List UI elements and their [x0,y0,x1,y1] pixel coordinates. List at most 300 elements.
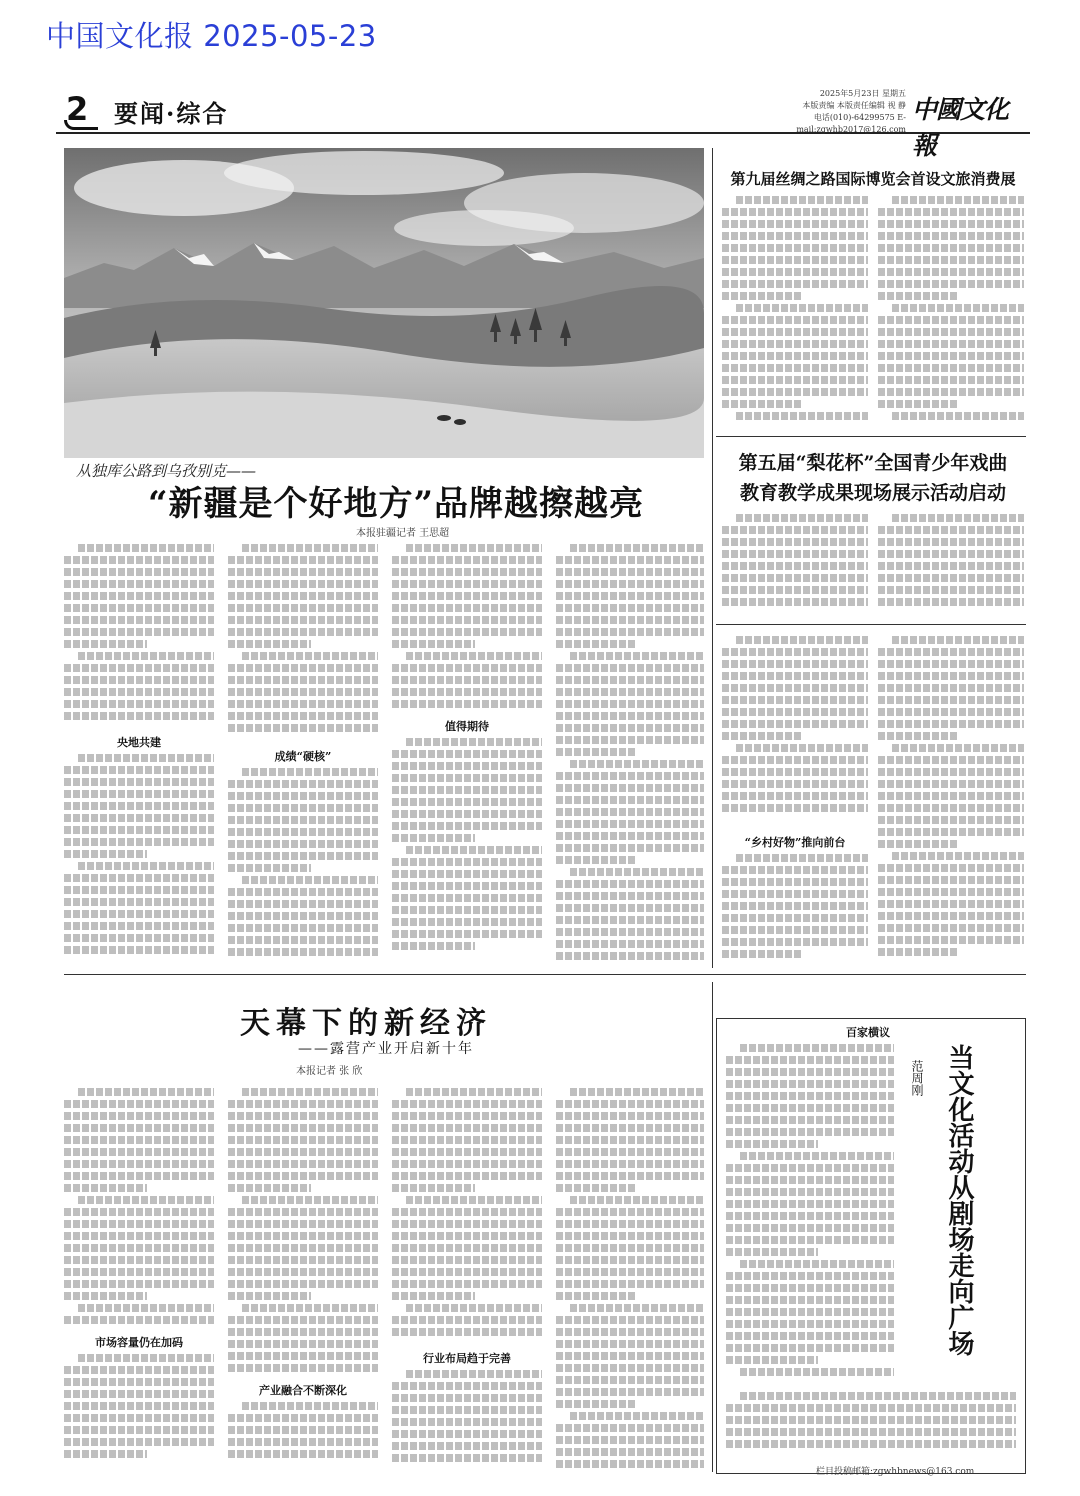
right-top-body-1 [722,196,868,426]
text-line [64,850,147,858]
text-line [64,898,214,906]
text-line [392,1268,542,1276]
text-line [392,930,542,938]
text-line [878,256,1024,264]
newspaper-page [56,82,1030,1482]
text-line [878,526,1024,534]
text-line [736,744,868,752]
text-line [570,544,704,552]
text-line [736,412,868,420]
text-line [64,874,214,882]
text-line [878,244,1024,252]
text-line [556,916,704,924]
text-line [228,804,378,812]
right-middle-title-line-2: 教育教学成果现场展示活动启动 [739,482,1006,504]
text-line [878,768,1024,776]
page-divider [64,974,1026,975]
text-line [722,256,868,264]
text-line [722,220,868,228]
text-line [726,1272,894,1280]
text-line [726,1236,894,1244]
text-line [892,196,1024,204]
header-date: 2025年5月23日 星期五 [819,89,906,98]
text-line [722,732,802,740]
text-line [726,1428,1016,1436]
text-line [736,304,868,312]
text-line [64,1450,147,1458]
text-line [392,870,542,878]
text-line [242,876,378,884]
text-line [242,652,378,660]
text-line [722,316,868,324]
text-line [78,1304,214,1312]
text-line [878,828,1024,836]
text-line [64,1366,214,1374]
text-line [392,894,542,902]
text-line [64,1402,214,1410]
feature-body-col-1b [64,1354,214,1472]
text-line [878,232,1024,240]
text-line [392,906,542,914]
text-line [556,772,704,780]
text-line [722,660,868,668]
text-line [878,792,1024,800]
text-line [228,676,378,684]
text-line [556,1364,704,1372]
text-line [878,352,1024,360]
text-line [64,1414,214,1422]
text-line [78,1354,214,1362]
text-line [722,562,868,570]
text-line [242,1304,378,1312]
text-line [64,1172,214,1180]
text-line [228,1352,378,1360]
page-number-ornament [64,120,98,130]
text-line [556,1328,704,1336]
text-line [722,756,868,764]
text-line [726,1176,894,1184]
text-line [392,1124,542,1132]
text-line [406,1304,542,1312]
text-line [722,708,868,716]
text-line [726,1404,1016,1412]
text-line [726,1164,894,1172]
text-line [392,1172,542,1180]
text-line [556,628,704,636]
text-line [740,1152,894,1160]
text-line [878,316,1024,324]
text-line [726,1200,894,1208]
text-line [570,1304,704,1312]
text-line [556,568,704,576]
text-line [722,268,868,276]
text-line [64,676,214,684]
text-line [392,604,542,612]
text-line [228,1256,378,1264]
text-line [878,804,1024,812]
text-line [878,948,958,956]
lead-body-col-3b [392,738,542,964]
text-line [556,748,637,756]
text-line [878,400,958,408]
text-line [228,948,378,956]
text-line [392,1100,542,1108]
text-line [392,1184,475,1192]
text-line [242,768,378,776]
text-line [726,1356,818,1364]
text-line [392,1244,542,1252]
text-line [556,700,704,708]
text-line [64,1390,214,1398]
text-line [228,852,378,860]
text-line [64,1136,214,1144]
text-line [556,1232,704,1240]
text-line [64,640,147,648]
text-line [892,636,1024,644]
text-line [726,1092,894,1100]
text-line [722,586,868,594]
text-line [392,592,542,600]
text-line [64,1292,147,1300]
text-line [740,1044,894,1052]
column-author: 范周刚 [910,1060,924,1096]
text-line [64,1112,214,1120]
text-line [392,1442,542,1450]
text-line [722,866,868,874]
text-line [722,684,868,692]
text-line [726,1344,894,1352]
column-divider [712,148,713,968]
text-line [878,936,1024,944]
text-line [556,1172,704,1180]
column-title: 当文化活动从剧场走向广场 [944,1044,974,1356]
text-line [892,304,1024,312]
right-middle-body-2 [878,514,1024,614]
text-line [556,1400,637,1408]
text-line [392,1256,542,1264]
lead-body-col-3 [392,544,542,712]
text-line [726,1116,894,1124]
text-line [64,1378,214,1386]
text-line [556,1124,704,1132]
text-line [392,750,542,758]
text-line [392,640,475,648]
text-line [722,878,868,886]
text-line [722,792,868,800]
right-middle-body-5 [878,636,1024,964]
text-line [878,864,1024,872]
right-middle-body-1 [722,514,868,614]
text-line [722,526,868,534]
text-line [726,1284,894,1292]
text-line [392,1454,542,1462]
text-line [64,922,214,930]
text-line [556,904,704,912]
text-line [392,1148,542,1156]
right-middle-subhead: “乡村好物”推向前台 [744,836,846,849]
text-line [64,568,214,576]
text-line [878,708,1024,716]
text-line [392,810,542,818]
text-line [722,232,868,240]
text-line [570,1412,704,1420]
text-line [392,1394,542,1402]
text-line [78,754,214,762]
text-line [64,592,214,600]
lead-subhead-1: 央地共建 [117,736,161,749]
text-line [722,648,868,656]
text-line [64,1184,147,1192]
text-line [392,918,542,926]
column-tag: 百家横议 [846,1026,890,1039]
text-line [392,942,475,950]
text-line [726,1128,894,1136]
text-line [64,1426,214,1434]
text-line [406,846,542,854]
text-line [726,1104,894,1112]
text-line [78,1088,214,1096]
text-line [242,1196,378,1204]
text-line [392,1328,542,1336]
text-line [228,1438,378,1446]
column-body-1 [726,1044,894,1384]
text-line [556,1376,704,1384]
text-line [726,1224,894,1232]
text-line [392,688,542,696]
text-line [570,1196,704,1204]
text-line [64,766,214,774]
text-line [392,1208,542,1216]
text-line [726,1248,818,1256]
lead-headline: “新疆是个好地方”品牌越擦越亮 [147,484,645,524]
text-line [392,1232,542,1240]
text-line [878,574,1024,582]
right-top-title: 第九届丝绸之路国际博览会首设文旅消费展 [730,170,1016,188]
text-line [228,1148,378,1156]
text-line [878,696,1024,704]
text-line [64,1316,214,1324]
text-line [556,604,704,612]
text-line [64,790,214,798]
feature-subhead-1: 市场容量仍在加码 [95,1336,183,1349]
text-line [878,732,958,740]
text-line [228,912,378,920]
lead-body-col-1 [64,544,214,730]
text-line [392,882,542,890]
text-line [556,1220,704,1228]
text-line [64,1438,214,1446]
text-line [228,616,378,624]
text-line [228,900,378,908]
column-email: 栏目投稿邮箱:zgwhbnews@163.com [816,1467,975,1477]
text-line [64,1124,214,1132]
text-line [406,544,542,552]
text-line [878,388,1024,396]
right-top-body-2 [878,196,1024,426]
text-line [892,412,1024,420]
text-line [878,756,1024,764]
text-line [228,1340,378,1348]
text-line [722,400,802,408]
text-line [722,598,868,606]
text-line [878,840,958,848]
text-line [228,924,378,932]
text-line [722,914,868,922]
text-line [878,340,1024,348]
text-line [892,514,1024,522]
text-line [228,1124,378,1132]
text-line [556,940,704,948]
text-line [228,628,378,636]
text-line [64,1160,214,1168]
text-line [228,592,378,600]
text-line [392,1280,542,1288]
text-line [556,1208,704,1216]
text-line [392,1136,542,1144]
text-line [736,854,868,862]
text-line [878,648,1024,656]
text-line [64,802,214,810]
right-middle-title-line-1: 第五届“梨花杯”全国青少年戏曲 [738,452,1008,474]
text-line [392,834,475,842]
text-line [556,1352,704,1360]
newspaper-logo: 中國文化報 [912,95,1009,160]
text-line [64,664,214,672]
text-line [892,852,1024,860]
text-line [228,1414,378,1422]
text-line [878,816,1024,824]
text-line [392,1160,542,1168]
text-line [228,1292,311,1300]
text-line [556,1316,704,1324]
text-line [726,1320,894,1328]
section-name: 要闻·综合 [114,99,229,128]
text-line [406,1370,542,1378]
text-line [228,864,311,872]
text-line [228,712,378,720]
header-contact: 电话(010)-64299575 E-mail:zgwhb2017@126.com [796,113,906,134]
text-line [228,1112,378,1120]
text-line [556,880,704,888]
text-line [64,946,214,954]
text-line [722,364,868,372]
text-line [64,1100,214,1108]
text-line [722,720,868,728]
text-line [722,388,868,396]
text-line [722,244,868,252]
text-line [228,604,378,612]
text-line [228,1280,378,1288]
caption-text: 中国文化报 2025-05-23 [46,19,377,53]
right-middle-body-3 [722,636,868,826]
text-line [392,1418,542,1426]
text-line [64,886,214,894]
lead-subhead-3: 值得期待 [445,720,489,733]
text-line [392,1316,542,1324]
text-line [556,832,704,840]
text-line [736,636,868,644]
text-line [570,1088,704,1096]
text-line [556,952,704,960]
text-line [878,876,1024,884]
text-line [228,1208,378,1216]
text-line [406,738,542,746]
text-line [64,814,214,822]
landscape-illustration [64,148,704,458]
text-line [228,568,378,576]
text-line [570,760,704,768]
text-line [228,1136,378,1144]
text-line [64,934,214,942]
text-line [392,1430,542,1438]
text-line [878,562,1024,570]
text-line [722,902,868,910]
text-line [228,640,311,648]
text-line [78,1196,214,1204]
text-line [64,826,214,834]
text-line [228,1450,378,1458]
text-line [722,938,868,946]
text-line [64,700,214,708]
text-line [556,1244,704,1252]
text-line [722,950,802,958]
feature-byline: 本报记者 张 欣 [296,1066,363,1077]
text-line [392,762,542,770]
feature-body-col-3b [392,1370,542,1472]
feature-body-col-4 [556,1088,704,1472]
column-box-divider [712,982,713,1472]
text-line [64,1148,214,1156]
text-line [556,616,704,624]
text-line [228,840,378,848]
text-line [64,910,214,918]
text-line [722,672,868,680]
text-line [392,858,542,866]
text-line [722,328,868,336]
text-line [64,1244,214,1252]
text-line [392,1292,475,1300]
text-line [878,684,1024,692]
feature-headline: 天幕下的新经济 [240,1006,492,1041]
text-line [228,664,378,672]
feature-subheadline: ——露营产业开启新十年 [298,1041,474,1057]
text-line [556,712,704,720]
text-line [406,652,542,660]
text-line [78,862,214,870]
text-line [726,1212,894,1220]
text-line [878,280,1024,288]
text-line [392,1382,542,1390]
text-line [64,628,214,636]
right-middle-title [722,448,1024,508]
lead-body-col-2b [228,768,378,964]
text-line [228,1328,378,1336]
text-line [392,822,542,830]
text-line [64,1232,214,1240]
text-line [228,780,378,788]
text-line [556,808,704,816]
text-line [878,376,1024,384]
text-line [228,1220,378,1228]
text-line [392,568,542,576]
text-line [726,1080,894,1088]
text-line [726,1068,894,1076]
text-line [228,1364,378,1372]
text-line [556,640,637,648]
text-line [556,1292,637,1300]
text-line [556,556,704,564]
text-line [556,856,637,864]
